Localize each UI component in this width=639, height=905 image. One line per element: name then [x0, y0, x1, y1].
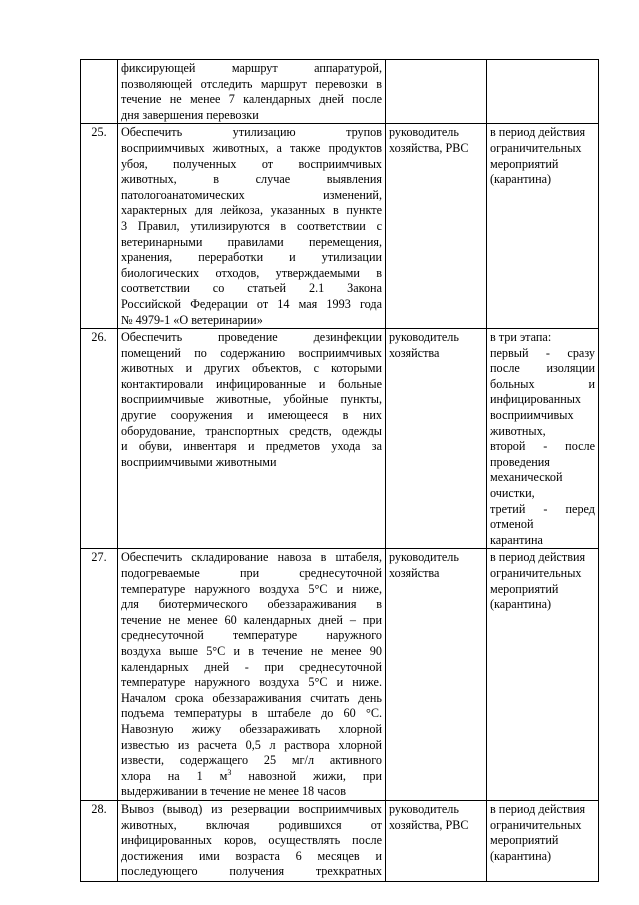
responsible-cell — [386, 60, 487, 124]
action-line: оборудование, транспортных средств, одежды — [121, 423, 382, 438]
action-line: Обеспечить утилизацию трупов — [121, 125, 382, 140]
term-line: мероприятий — [490, 581, 559, 596]
action-line: животных, в случае выявления — [121, 172, 382, 187]
action-line: Навозную жижу обеззараживать хлорной — [121, 721, 382, 736]
action-line: убоя, полученных от восприимчивых — [121, 156, 382, 171]
term-line: ограничительных — [490, 817, 582, 832]
term-line: (карантина) — [490, 172, 552, 187]
measures-table-body — [81, 60, 599, 882]
term-line: (карантина) — [490, 597, 552, 612]
action-line: извести, содержащего 25 мг/л активного — [121, 753, 382, 768]
term-line: отменой — [490, 517, 534, 532]
term-line: мероприятий — [490, 833, 559, 848]
action-line: Вывоз (вывод) из резервации восприимчивых — [121, 801, 382, 816]
responsible-cell — [386, 800, 487, 881]
action-line: Российской Федерации от 14 мая 1993 года — [121, 296, 382, 311]
term-line: очистки, — [490, 486, 535, 501]
action-line: течение не менее 60 календарных дней – при — [121, 612, 382, 627]
action-line: среднесуточной температуре наружного — [121, 628, 382, 643]
action-line: животных и других объектов, с которыми — [121, 361, 382, 376]
term-cell — [487, 124, 599, 329]
term-line: в период действия — [490, 125, 586, 140]
term-line: ограничительных — [490, 140, 582, 155]
term-line: третий - перед — [490, 501, 595, 516]
term-line: инфицированных — [490, 392, 582, 407]
measures-table — [80, 59, 599, 882]
row-number: 28. — [81, 800, 118, 881]
term-line: (карантина) — [490, 848, 552, 863]
action-line: дня завершения перевозки — [121, 107, 259, 122]
action-cell — [118, 60, 386, 124]
action-cell — [118, 124, 386, 329]
term-cell — [487, 329, 599, 549]
action-line: для биотермического обеззараживания в — [121, 597, 382, 612]
term-line: больных и — [490, 376, 595, 391]
action-line: фиксирующей маршрут аппаратурой, — [121, 61, 382, 75]
action-line: Обеспечить проведение дезинфекции — [121, 330, 382, 345]
term-line: проведения — [490, 454, 550, 469]
action-cell — [118, 329, 386, 549]
action-line: известью из расчета 0,5 л раствора хлорной — [121, 737, 382, 752]
term-line: второй - после — [490, 439, 595, 454]
responsible-line: хозяйства — [389, 345, 440, 360]
action-line: выдерживании в течение не менее 18 часов — [121, 784, 346, 799]
table-row — [81, 329, 599, 549]
responsible-line: хозяйства — [389, 566, 440, 580]
responsible-cell — [386, 329, 487, 549]
term-line: восприимчивых — [490, 408, 574, 423]
action-line: последующего получения трехкратных — [121, 864, 382, 879]
action-line: позволяющей отследить маршрут перевозки в — [121, 76, 382, 91]
action-line: другие сооружения и имеющееся в них — [121, 408, 382, 423]
term-line: в три этапа: — [490, 330, 552, 345]
term-line: ограничительных — [490, 566, 582, 580]
action-line: восприимчивыми животными — [121, 454, 277, 469]
table-row — [81, 124, 599, 329]
term-line: после изоляции — [490, 361, 595, 376]
superscript-3: 3 — [227, 767, 232, 777]
table-row — [81, 60, 599, 124]
action-cell — [118, 549, 386, 801]
action-line: календарных дней - при среднесуточной — [121, 659, 382, 674]
term-cell — [487, 549, 599, 801]
action-line: патологоанатомических изменений, — [121, 187, 382, 202]
term-cell — [487, 60, 599, 124]
action-line: течение не менее 7 календарных дней после — [121, 92, 382, 107]
action-line: инфицированных коров, осуществлять после — [121, 833, 382, 848]
term-line: в период действия — [490, 550, 586, 565]
term-line: механической — [490, 470, 563, 485]
action-line: и обуви, инвентаря и предметов ухода за — [121, 439, 382, 454]
action-line: хранения, переработки и утилизации — [121, 250, 382, 265]
row-number: 25. — [81, 124, 118, 329]
responsible-cell — [386, 549, 487, 801]
responsible-line: хозяйства, РВС — [389, 140, 469, 155]
action-line: восприимчивые животные, убойные пункты, — [121, 392, 382, 407]
term-cell — [487, 800, 599, 881]
responsible-line: руководитель — [389, 550, 459, 565]
responsible-line: руководитель — [389, 125, 459, 140]
action-line: характерных для лейкоза, указанных в пункте — [121, 203, 382, 218]
action-line: Обеспечить складирование навоза в штабеля, — [121, 550, 382, 565]
action-line: Началом срока обеззараживания считать день — [121, 690, 382, 705]
term-line: в период действия — [490, 801, 586, 816]
action-line: биологических отходов, утверждаемыми в — [121, 265, 382, 280]
row-number — [81, 60, 118, 124]
action-line: № 4979-1 «О ветеринарии» — [121, 312, 263, 327]
table-row — [81, 800, 599, 881]
table-row — [81, 549, 599, 801]
action-text: навозной жижи, при — [231, 768, 382, 783]
action-line: соответствии со статьей 2.1 Закона — [121, 281, 382, 296]
action-line: помещений по содержанию восприимчивых — [121, 345, 382, 360]
action-line — [121, 769, 382, 785]
action-line: достижения ими возраста 6 месяцев и — [121, 848, 382, 863]
action-line: контактировали инфицированные и больные — [121, 376, 382, 391]
term-line: карантина — [490, 532, 543, 547]
action-text: хлора на 1 м — [121, 768, 228, 783]
row-number: 26. — [81, 329, 118, 549]
responsible-cell — [386, 124, 487, 329]
responsible-line: хозяйства, РВС — [389, 817, 469, 832]
action-line: подъема температуры в штабеле до 60 °С. — [121, 706, 382, 721]
term-line: животных, — [490, 423, 546, 438]
term-line: мероприятий — [490, 156, 559, 171]
row-number: 27. — [81, 549, 118, 801]
action-line: восприимчивых животных, а также продуктов — [121, 140, 382, 155]
action-line: температуре наружного воздуха 5°С и ниже, — [121, 581, 382, 596]
action-line: животных, включая родившихся от — [121, 817, 382, 832]
responsible-line: руководитель — [389, 801, 459, 816]
action-line: подогреваемые при среднесуточной — [121, 566, 382, 580]
action-line: 3 Правил, утилизируются в соответствии с — [121, 218, 382, 233]
term-line: первый - сразу — [490, 345, 595, 360]
action-line: температуре наружного воздуха 5°С и ниже. — [121, 675, 382, 690]
responsible-line: руководитель — [389, 330, 459, 345]
action-cell — [118, 800, 386, 881]
action-line: ветеринарными правилами перемещения, — [121, 234, 382, 249]
action-line: воздуха выше 5°С и в течение не менее 90 — [121, 643, 382, 658]
